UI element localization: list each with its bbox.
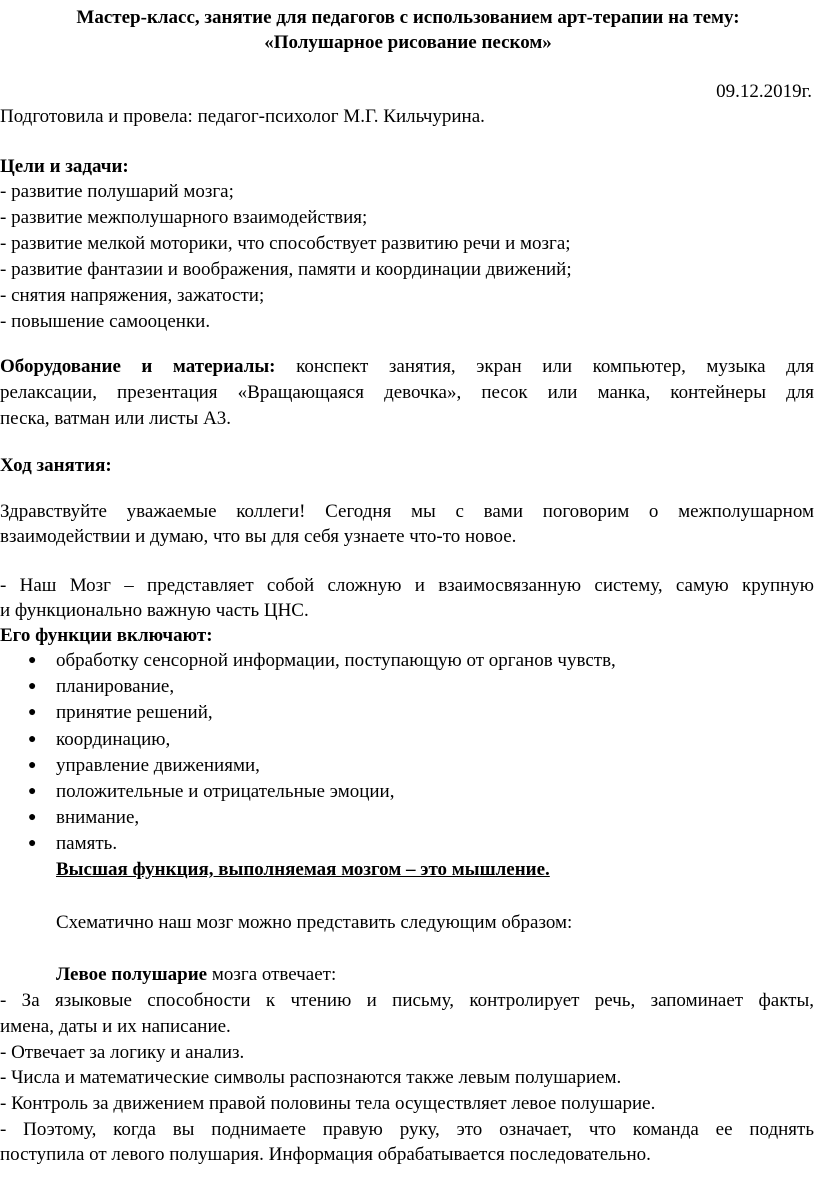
list-item-label: принятие решений, [56, 702, 213, 723]
title-line-1: Мастер-класс, занятие для педагогов с использованием арт-терапии на тему: [76, 7, 740, 28]
list-item-label: внимание, [56, 807, 140, 828]
goal-item: - развитие фантазии и воображения, памяти и координации движений; [0, 259, 572, 280]
left-line: поступила от левого полушария. Информация обрабатывается последовательно. [0, 1144, 651, 1165]
equipment-line-3: песка, ватман или листы А3. [0, 408, 232, 429]
goal-item: - снятия напряжения, зажатости; [0, 285, 265, 306]
list-item-label: память. [56, 833, 118, 854]
left-hemisphere-label: Левое полушарие [56, 964, 208, 985]
equipment-line-1 [0, 355, 814, 379]
goal-item: - развитие полушарий мозга; [0, 181, 234, 202]
list-item-label: положительные и отрицательные эмоции, [56, 781, 395, 802]
bullet-icon: ● [28, 679, 37, 694]
left-line: - Поэтому, когда вы поднимаете правую руку, это означает, что команда ее поднять [0, 1119, 814, 1140]
title-line-2: «Полушарное рисование песком» [264, 32, 552, 53]
bullet-icon: ● [28, 810, 37, 825]
goal-item: - развитие мелкой моторики, что способствует развитию речи и мозга; [0, 233, 571, 254]
left-line: имена, даты и их написание. [0, 1016, 231, 1037]
list-item-label: обработку сенсорной информации, поступающую от органов чувств, [56, 650, 616, 671]
equipment-text: конспект занятия, экран или компьютер, музыка для [296, 356, 814, 377]
equipment-label: Оборудование и материалы: [0, 356, 276, 377]
left-hemisphere-rest: мозга отвечает: [207, 964, 337, 985]
left-line: - Контроль за движением правой половины тела осуществляет левое полушарие. [0, 1093, 656, 1114]
author: Подготовила и провела: педагог-психолог М.Г. Кильчурина. [0, 106, 485, 127]
schema-text: Схематично наш мозг можно представить следующим образом: [56, 912, 573, 933]
left-line: - Числа и математические символы распознаются также левым полушарием. [0, 1067, 622, 1088]
equipment-line-2: релаксации, презентация «Вращающаяся девочка», песок или манка, контейнеры для [0, 382, 814, 403]
list-item-label: управление движениями, [56, 755, 260, 776]
functions-heading: Его функции включают: [0, 625, 213, 646]
left-line: - Отвечает за логику и анализ. [0, 1042, 245, 1063]
goal-item: - повышение самооценки. [0, 311, 211, 332]
bullet-icon: ● [28, 653, 37, 668]
highest-function: Высшая функция, выполняемая мозгом – это мышление. [56, 859, 550, 880]
goals-heading: Цели и задачи: [0, 156, 129, 177]
left-hemisphere-heading [56, 963, 336, 987]
bullet-icon: ● [28, 758, 37, 773]
goal-item: - развитие межполушарного взаимодействия; [0, 207, 368, 228]
brain-line-1: - Наш Мозг – представляет собой сложную и взаимосвязанную систему, самую крупную [0, 575, 814, 596]
bullet-icon: ● [28, 784, 37, 799]
bullet-icon: ● [28, 732, 37, 747]
greeting-line-2: взаимодействии и думаю, что вы для себя узнаете что-то новое. [0, 526, 517, 547]
brain-line-2: и функционально важную часть ЦНС. [0, 600, 309, 621]
bullet-icon: ● [28, 836, 37, 851]
bullet-icon: ● [28, 705, 37, 720]
left-line: - За языковые способности к чтению и письму, контролирует речь, запоминает факты, [0, 990, 814, 1011]
course-heading: Ход занятия: [0, 455, 112, 476]
list-item-label: планирование, [56, 676, 175, 697]
date: 09.12.2019г. [716, 81, 812, 102]
list-item-label: координацию, [56, 729, 171, 750]
greeting-line-1: Здравствуйте уважаемые коллеги! Сегодня мы с вами поговорим о межполушарном [0, 501, 814, 522]
